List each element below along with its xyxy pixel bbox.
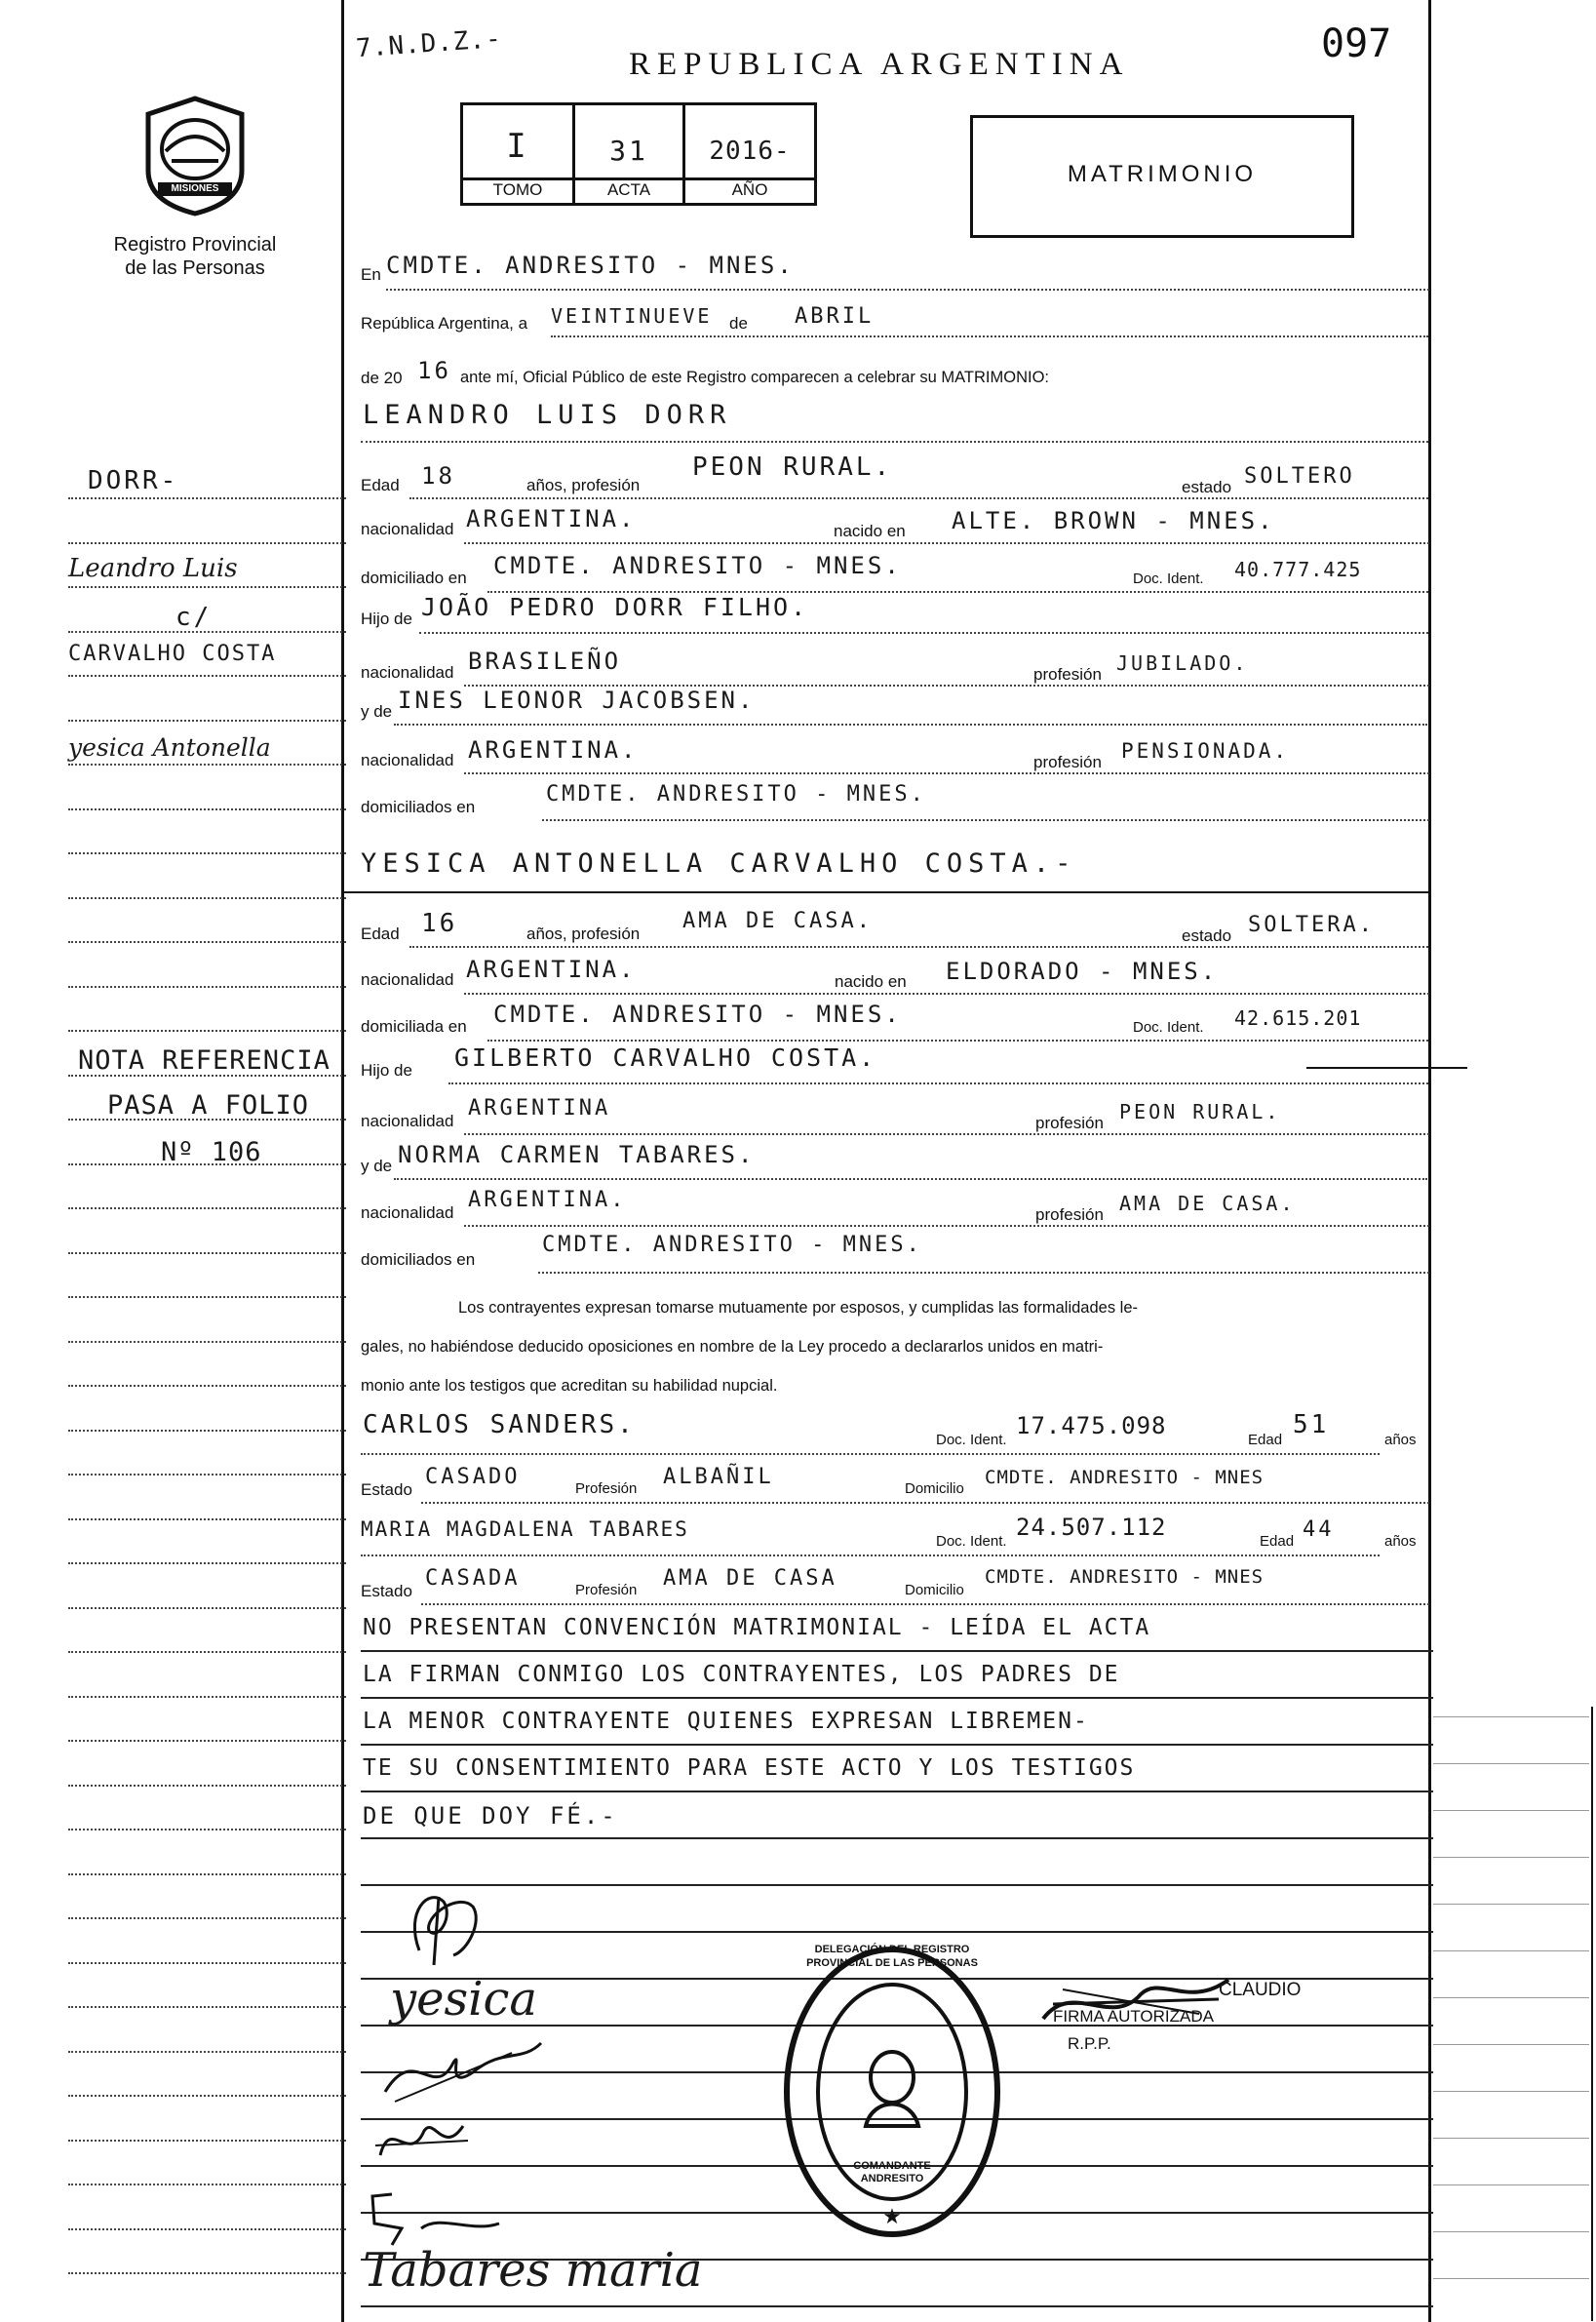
edge-ruled-line <box>1433 1904 1589 1905</box>
witness-1-anos-label: años <box>1384 1432 1417 1448</box>
margin-dotted-line <box>68 808 346 810</box>
ruled-line <box>361 1931 1433 1933</box>
margin-conj: c/ <box>175 603 213 632</box>
bride-madre-nac-label: nacionalidad <box>361 1203 454 1222</box>
margin-dotted-line <box>68 1917 346 1919</box>
note-line-5: DE QUE DOY FÉ.- <box>363 1802 618 1830</box>
ruled-line <box>361 1744 1433 1746</box>
witness-2-estado-line <box>421 1603 1429 1605</box>
groom-madre-prof: PENSIONADA. <box>1121 739 1290 763</box>
margin-dotted-line <box>68 2006 346 2008</box>
margin-dotted-line <box>68 586 346 588</box>
witness-2-doc: 24.507.112 <box>1016 1514 1167 1541</box>
bride-padre: GILBERTO CARVALHO COSTA. <box>454 1043 877 1072</box>
year-prefix: de 20 <box>361 369 403 387</box>
bride-madre: NORMA CARMEN TABARES. <box>398 1141 756 1168</box>
margin-note-3: Nº 106 <box>161 1137 262 1167</box>
margin-note-1: NOTA REFERENCIA <box>78 1045 331 1076</box>
margin-dotted-line <box>68 2272 346 2274</box>
witness-1-doc: 17.475.098 <box>1016 1412 1167 1439</box>
groom-domicilio: CMDTE. ANDRESITO - MNES. <box>493 552 902 579</box>
anio-value: 2016- <box>709 137 791 166</box>
official-signature <box>1033 1960 1238 2038</box>
margin-dotted-line <box>68 631 346 633</box>
margin-dotted-line <box>68 1252 346 1254</box>
witness-1-edad: 51 <box>1293 1410 1330 1439</box>
margin-dotted-line <box>68 1785 346 1787</box>
witness-1-prof: ALBAÑIL <box>663 1465 774 1489</box>
groom-padre-prof: JUBILADO. <box>1116 651 1249 675</box>
groom-madre-nac-label: nacionalidad <box>361 751 454 769</box>
edge-ruled-line <box>1433 2231 1589 2232</box>
margin-dotted-line <box>68 1207 346 1209</box>
witness-1-prof-label: Profesión <box>575 1480 638 1497</box>
groom-padre-nac-label: nacionalidad <box>361 663 454 682</box>
bride-doc: 42.615.201 <box>1234 1006 1362 1030</box>
month-value: ABRIL <box>795 304 875 329</box>
margin-dotted-line <box>68 764 346 766</box>
groom-edad: 18 <box>421 462 455 490</box>
republica-label: República Argentina, a <box>361 314 528 333</box>
tomo-label: TOMO <box>492 180 543 199</box>
margin-dotted-line <box>68 675 346 677</box>
groom-doc: 40.777.425 <box>1234 558 1362 581</box>
margin-dotted-line <box>68 1829 346 1830</box>
margin-dotted-line <box>68 1430 346 1432</box>
bride-dom-label: domiciliada en <box>361 1017 467 1036</box>
bride-doms-line <box>538 1272 1429 1274</box>
margin-dotted-line <box>68 2051 346 2053</box>
groom-doms-label: domiciliados en <box>361 798 476 816</box>
bride-madre-prof-label: profesión <box>1035 1205 1104 1224</box>
witness-1-edad-label: Edad <box>1248 1432 1283 1448</box>
ruled-line <box>361 1650 1433 1652</box>
bride-name: YESICA ANTONELLA CARVALHO COSTA.- <box>361 848 1077 879</box>
bride-madre-nac-line <box>464 1225 1429 1227</box>
groom-padre-nac: BRASILEÑO <box>468 648 622 675</box>
bride-yde-label: y de <box>361 1157 393 1175</box>
signature-witness-2: Tabares maria <box>363 2243 703 2298</box>
groom-dom-label: domiciliado en <box>361 569 467 587</box>
groom-madre-nac-line <box>464 772 1429 774</box>
groom-yde-label: y de <box>361 702 393 721</box>
margin-surname: DORR- <box>88 466 179 495</box>
edge-ruled-line <box>1433 2138 1589 2139</box>
witness-2-doc-label: Doc. Ident. <box>936 1533 1007 1550</box>
margin-dotted-line <box>68 2184 346 2185</box>
groom-name: LEANDRO LUIS DORR <box>363 400 732 430</box>
groom-doc-label: Doc. Ident. <box>1133 571 1204 587</box>
groom-name-line <box>361 441 1428 443</box>
witness-2-estado: CASADA <box>425 1566 521 1591</box>
bride-edad-line <box>409 946 1428 948</box>
svg-text:★: ★ <box>882 2204 902 2228</box>
bride-estado-label: estado <box>1182 926 1232 945</box>
witness-2-prof-label: Profesión <box>575 1582 638 1598</box>
groom-doms-line <box>542 819 1429 821</box>
registry-name-1: Registro Provincial <box>113 234 277 256</box>
groom-hijo-label: Hijo de <box>361 610 412 628</box>
folio-number: 097 <box>1321 21 1392 66</box>
margin-dotted-line <box>68 1163 346 1165</box>
margin-dotted-line <box>68 2140 346 2142</box>
margin-surname-2: CARVALHO COSTA <box>68 642 277 666</box>
groom-padre: JOÃO PEDRO DORR FILHO. <box>421 593 809 621</box>
margin-dotted-line <box>68 1474 346 1476</box>
witness-2-estado-label: Estado <box>361 1582 412 1600</box>
bride-dom-line <box>487 1040 1428 1042</box>
edge-ruled-line <box>1433 1810 1589 1811</box>
witness-2-edad: 44 <box>1303 1517 1335 1542</box>
groom-padres-dom: CMDTE. ANDRESITO - MNES. <box>546 782 926 807</box>
note-line-4: TE SU CONSENTIMIENTO PARA ESTE ACTO Y LOS TESTIGOS <box>363 1755 1136 1781</box>
margin-dotted-line <box>68 986 346 988</box>
tomo-acta-anio-box <box>460 102 817 206</box>
date-value: VEINTINUEVE <box>551 304 713 328</box>
witness-1-line <box>361 1453 1380 1455</box>
edge-ruled-line <box>1433 1716 1589 1717</box>
declaration-line-1: Los contrayentes expresan tomarse mutuamente por esposos, y cumplidas las formalidades le- <box>458 1299 1139 1317</box>
margin-dotted-line <box>68 497 346 499</box>
margin-dotted-line <box>68 941 346 943</box>
bride-hijo-label: Hijo de <box>361 1061 412 1080</box>
bride-padre-nac: ARGENTINA <box>468 1096 611 1121</box>
witness-1-dom: CMDTE. ANDRESITO - MNES <box>985 1467 1265 1488</box>
acta-label: ACTA <box>606 180 651 199</box>
groom-anos-prof-label: años, profesión <box>526 476 641 494</box>
groom-madre-line <box>394 724 1427 726</box>
groom-profesion: PEON RURAL. <box>692 453 893 482</box>
groom-nac-label: nacionalidad <box>361 520 454 538</box>
signature-mother <box>370 2106 478 2175</box>
groom-nacido: ALTE. BROWN - MNES. <box>952 507 1275 534</box>
witness-1-doc-label: Doc. Ident. <box>936 1432 1007 1448</box>
declaration-line-3: monio ante los testigos que acreditan su habilidad nupcial. <box>361 1377 778 1395</box>
signature-bride: yesica <box>390 1972 538 2027</box>
margin-dotted-line <box>68 1030 346 1032</box>
acta-value: 31 <box>609 135 648 167</box>
witness-2-line <box>361 1555 1380 1556</box>
edge-ruled-line <box>1433 2184 1589 2185</box>
witness-1-dom-label: Domicilio <box>905 1480 964 1497</box>
official-seal <box>780 1941 1004 2243</box>
registry-name-2: de las Personas <box>125 257 265 279</box>
signature-groom <box>400 1882 497 1970</box>
groom-padre-line <box>419 632 1428 634</box>
bride-doc-label: Doc. Ident. <box>1133 1019 1204 1036</box>
witness-2-name: MARIA MAGDALENA TABARES <box>361 1517 689 1541</box>
bride-nac-line <box>464 993 1429 995</box>
margin-dotted-line <box>68 1607 346 1609</box>
bride-padre-prof: PEON RURAL. <box>1119 1100 1281 1123</box>
edge-ruled-line <box>1433 1857 1589 1858</box>
witness-2-dom: CMDTE. ANDRESITO - MNES <box>985 1566 1265 1588</box>
ruled-line <box>361 1884 1433 1886</box>
witness-1-estado-line <box>421 1502 1429 1504</box>
bride-padre-nac-line <box>464 1133 1429 1135</box>
witness-2-prof: AMA DE CASA <box>663 1566 837 1591</box>
margin-dotted-line <box>68 1518 346 1520</box>
en-label: En <box>361 265 381 284</box>
edge-ruled-line <box>1433 2278 1589 2279</box>
de-label: de <box>729 314 748 333</box>
groom-estado-label: estado <box>1182 478 1232 496</box>
bride-madre-prof: AMA DE CASA. <box>1119 1192 1296 1215</box>
ruled-line <box>361 1837 1433 1839</box>
bride-nacido: ELDORADO - MNES. <box>946 958 1219 985</box>
bride-padre-prof-label: profesión <box>1035 1114 1104 1132</box>
bride-madre-line <box>394 1178 1427 1180</box>
act-type-label: MATRIMONIO <box>1067 161 1258 187</box>
witness-1-estado: CASADO <box>425 1465 521 1489</box>
groom-nac-line <box>464 542 1429 544</box>
groom-nacido-label: nacido en <box>834 522 906 540</box>
margin-dotted-line <box>68 1873 346 1875</box>
bride-estado: SOLTERA. <box>1248 913 1375 937</box>
anio-label: AÑO <box>731 180 768 199</box>
margin-dotted-line <box>68 852 346 854</box>
witness-1-name: CARLOS SANDERS. <box>363 1410 636 1439</box>
bride-padres-dom: CMDTE. ANDRESITO - MNES. <box>542 1233 922 1257</box>
stamp-line-3: R.P.P. <box>1068 2034 1111 2053</box>
tomo-value: I <box>506 127 529 166</box>
bride-padre-overline <box>1306 1067 1467 1069</box>
seal-inner-text: COMANDANTE ANDRESITO <box>853 2160 931 2184</box>
declaration-line-2: gales, no habiéndose deducido oposiciones en nombre de la Ley procedo a declararlos unidos en matri- <box>361 1338 1104 1356</box>
emblem-text: MISIONES <box>171 183 219 194</box>
stamp-line-2: FIRMA AUTORIZADA <box>1053 2007 1214 2026</box>
persons-separator <box>343 891 1430 893</box>
margin-name-2: yesica Antonella <box>68 733 271 762</box>
bride-nac-label: nacionalidad <box>361 970 454 989</box>
margin-name-1: Leandro Luis <box>68 554 238 583</box>
ruled-line <box>361 1791 1433 1792</box>
corner-note: 7.N.D.Z.- <box>355 23 503 64</box>
margin-note-2: PASA A FOLIO <box>107 1090 310 1121</box>
bride-anos-prof-label: años, profesión <box>526 925 641 943</box>
place-line <box>386 289 1429 291</box>
right-border-line <box>1428 0 1431 2322</box>
margin-dotted-line <box>68 1740 346 1742</box>
witness-2-edad-label: Edad <box>1260 1533 1295 1550</box>
edge-ruled-line <box>1433 1763 1589 1764</box>
date-line <box>551 335 1428 337</box>
bride-nacido-label: nacido en <box>835 972 907 991</box>
seal-ring-text: DELEGACIÓN DEL REGISTRO PROVINCIAL DE LAS PERSONAS <box>806 1944 978 1969</box>
margin-dotted-line <box>68 720 346 722</box>
ruled-line <box>361 1697 1433 1699</box>
year-value: 16 <box>417 357 451 384</box>
edge-ruled-line <box>1433 2091 1589 2092</box>
margin-dotted-line <box>68 897 346 899</box>
signature-father <box>375 2033 570 2111</box>
margin-dotted-line <box>68 2095 346 2097</box>
margin-dotted-line <box>68 1119 346 1121</box>
far-right-edge <box>1591 1707 1593 2321</box>
groom-edad-line <box>409 497 1428 499</box>
edge-ruled-line <box>1433 1950 1589 1951</box>
registry-emblem <box>136 93 253 219</box>
page-title: REPUBLICA ARGENTINA <box>629 47 1130 82</box>
margin-dotted-line <box>68 1385 346 1387</box>
edge-ruled-line <box>1433 1997 1589 1998</box>
groom-edad-label: Edad <box>361 476 400 494</box>
groom-madre-prof-label: profesión <box>1033 753 1102 771</box>
place-value: CMDTE. ANDRESITO - MNES. <box>386 252 795 279</box>
bride-edad-label: Edad <box>361 925 400 943</box>
note-line-2: LA FIRMAN CONMIGO LOS CONTRAYENTES, LOS PADRES DE <box>363 1662 1120 1687</box>
margin-dotted-line <box>68 1651 346 1653</box>
bride-doms-label: domiciliados en <box>361 1250 476 1269</box>
margin-dotted-line <box>68 1341 346 1343</box>
margin-dotted-line <box>68 1962 346 1964</box>
groom-padre-prof-label: profesión <box>1033 665 1102 684</box>
bride-padre-line <box>448 1082 1428 1084</box>
bride-edad: 16 <box>421 909 458 938</box>
witness-2-dom-label: Domicilio <box>905 1582 964 1598</box>
margin-dotted-line <box>68 1075 346 1077</box>
groom-madre: INES LEONOR JACOBSEN. <box>398 687 756 714</box>
edge-ruled-line <box>1433 2044 1589 2045</box>
margin-dotted-line <box>68 1296 346 1298</box>
witness-1-estado-label: Estado <box>361 1480 412 1499</box>
margin-dotted-line <box>68 542 346 544</box>
note-line-1: NO PRESENTAN CONVENCIÓN MATRIMONIAL - LEÍDA EL ACTA <box>363 1615 1151 1640</box>
margin-dotted-line <box>68 1562 346 1564</box>
stamp-line-1: CLAUDIO <box>1219 1980 1302 2000</box>
bride-profesion: AMA DE CASA. <box>682 909 873 933</box>
act-type-box <box>970 115 1354 238</box>
bride-nacionalidad: ARGENTINA. <box>466 956 637 983</box>
groom-estado: SOLTERO <box>1244 464 1355 489</box>
groom-madre-nac: ARGENTINA. <box>468 736 639 764</box>
margin-dotted-line <box>68 2228 346 2230</box>
ruled-line <box>361 2305 1433 2307</box>
bride-padre-nac-label: nacionalidad <box>361 1112 454 1130</box>
witness-2-anos-label: años <box>1384 1533 1417 1550</box>
ante-text: ante mí, Oficial Público de este Registro comparecen a celebrar su MATRIMONIO: <box>460 369 1050 386</box>
margin-dotted-line <box>68 1696 346 1698</box>
left-border-line <box>341 0 344 2322</box>
bride-domicilio: CMDTE. ANDRESITO - MNES. <box>493 1001 902 1028</box>
note-line-3: LA MENOR CONTRAYENTE QUIENES EXPRESAN LIBREMEN- <box>363 1709 1089 1734</box>
groom-nacionalidad: ARGENTINA. <box>466 505 637 532</box>
bride-madre-nac: ARGENTINA. <box>468 1188 627 1212</box>
